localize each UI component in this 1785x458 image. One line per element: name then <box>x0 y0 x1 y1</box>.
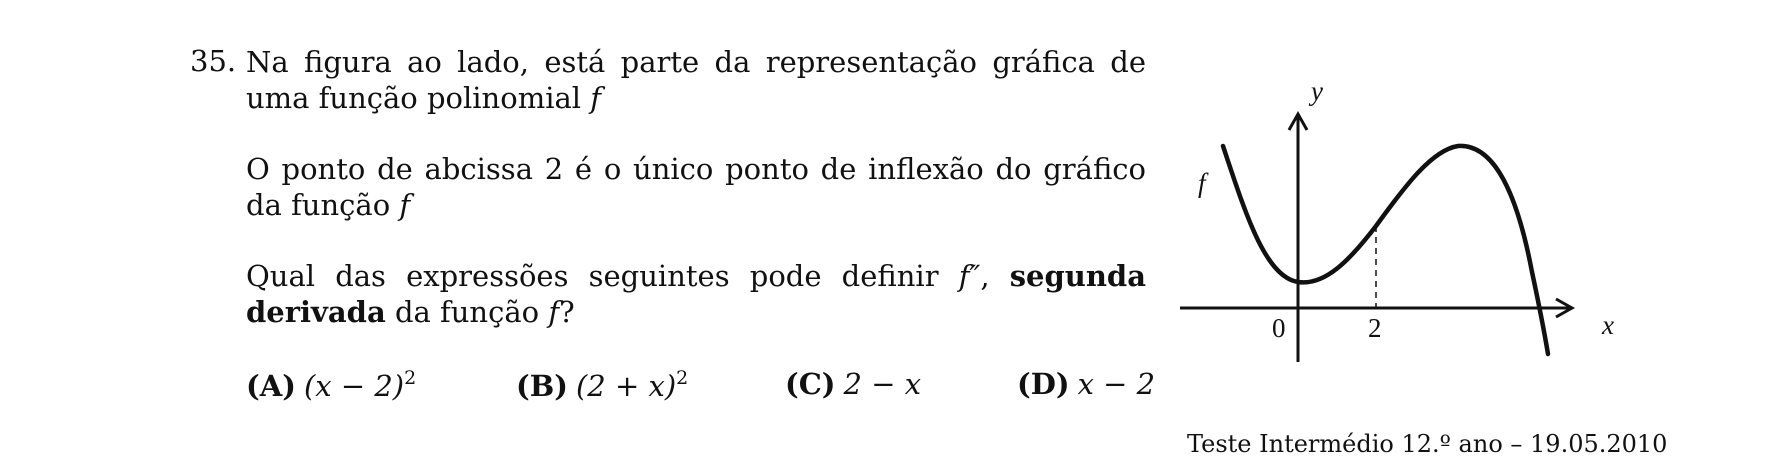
choice-d[interactable] <box>1017 367 1155 401</box>
question-prompt <box>246 258 1146 330</box>
choice-b-sup: 2 <box>676 367 689 389</box>
prompt-text-mid: da função <box>385 295 549 329</box>
choice-c-expr: 2 − x <box>843 367 922 401</box>
function-graph <box>1170 72 1630 372</box>
exam-source: Teste Intermédio 12.º ano – 19.05.2010 <box>1187 430 1668 458</box>
choice-b-label: (B) <box>516 369 568 403</box>
prompt-bold: segunda derivada <box>246 259 1146 329</box>
choice-b[interactable] <box>516 367 688 403</box>
function-var: f <box>590 81 601 115</box>
choice-a-expr: (x − 2) <box>303 369 405 403</box>
choice-a[interactable] <box>246 367 416 403</box>
choice-d-expr: x − 2 <box>1077 367 1156 401</box>
origin-label: 0 <box>1272 313 1286 343</box>
curve-label: f <box>1198 168 1206 198</box>
choice-b-expr: (2 + x) <box>575 369 677 403</box>
choice-c-label: (C) <box>785 367 836 401</box>
prompt-comma: , <box>980 259 1010 293</box>
prompt-end: ? <box>559 295 575 329</box>
choice-a-label: (A) <box>246 369 296 403</box>
intro-text: Na figura ao lado, está parte da representação gráfica de uma função polinomial <box>246 45 1146 115</box>
question-number: 35. <box>190 44 237 78</box>
y-axis-label: y <box>1311 76 1323 106</box>
function-var: f <box>548 295 560 329</box>
choice-d-label: (D) <box>1017 367 1070 401</box>
choice-c[interactable] <box>785 367 921 401</box>
inflection-statement <box>246 151 1146 223</box>
second-derivative-symbol: f″ <box>958 259 981 293</box>
inflection-x-label: 2 <box>1368 313 1382 343</box>
x-axis-label: x <box>1602 310 1614 340</box>
prompt-text: Qual das expressões seguintes pode definir <box>246 259 959 293</box>
function-var: f <box>399 188 411 222</box>
choice-a-sup: 2 <box>404 367 417 389</box>
inflection-text: O ponto de abcissa 2 é o único ponto de inflexão do gráfico da função <box>246 152 1146 222</box>
question-intro <box>246 44 1146 116</box>
